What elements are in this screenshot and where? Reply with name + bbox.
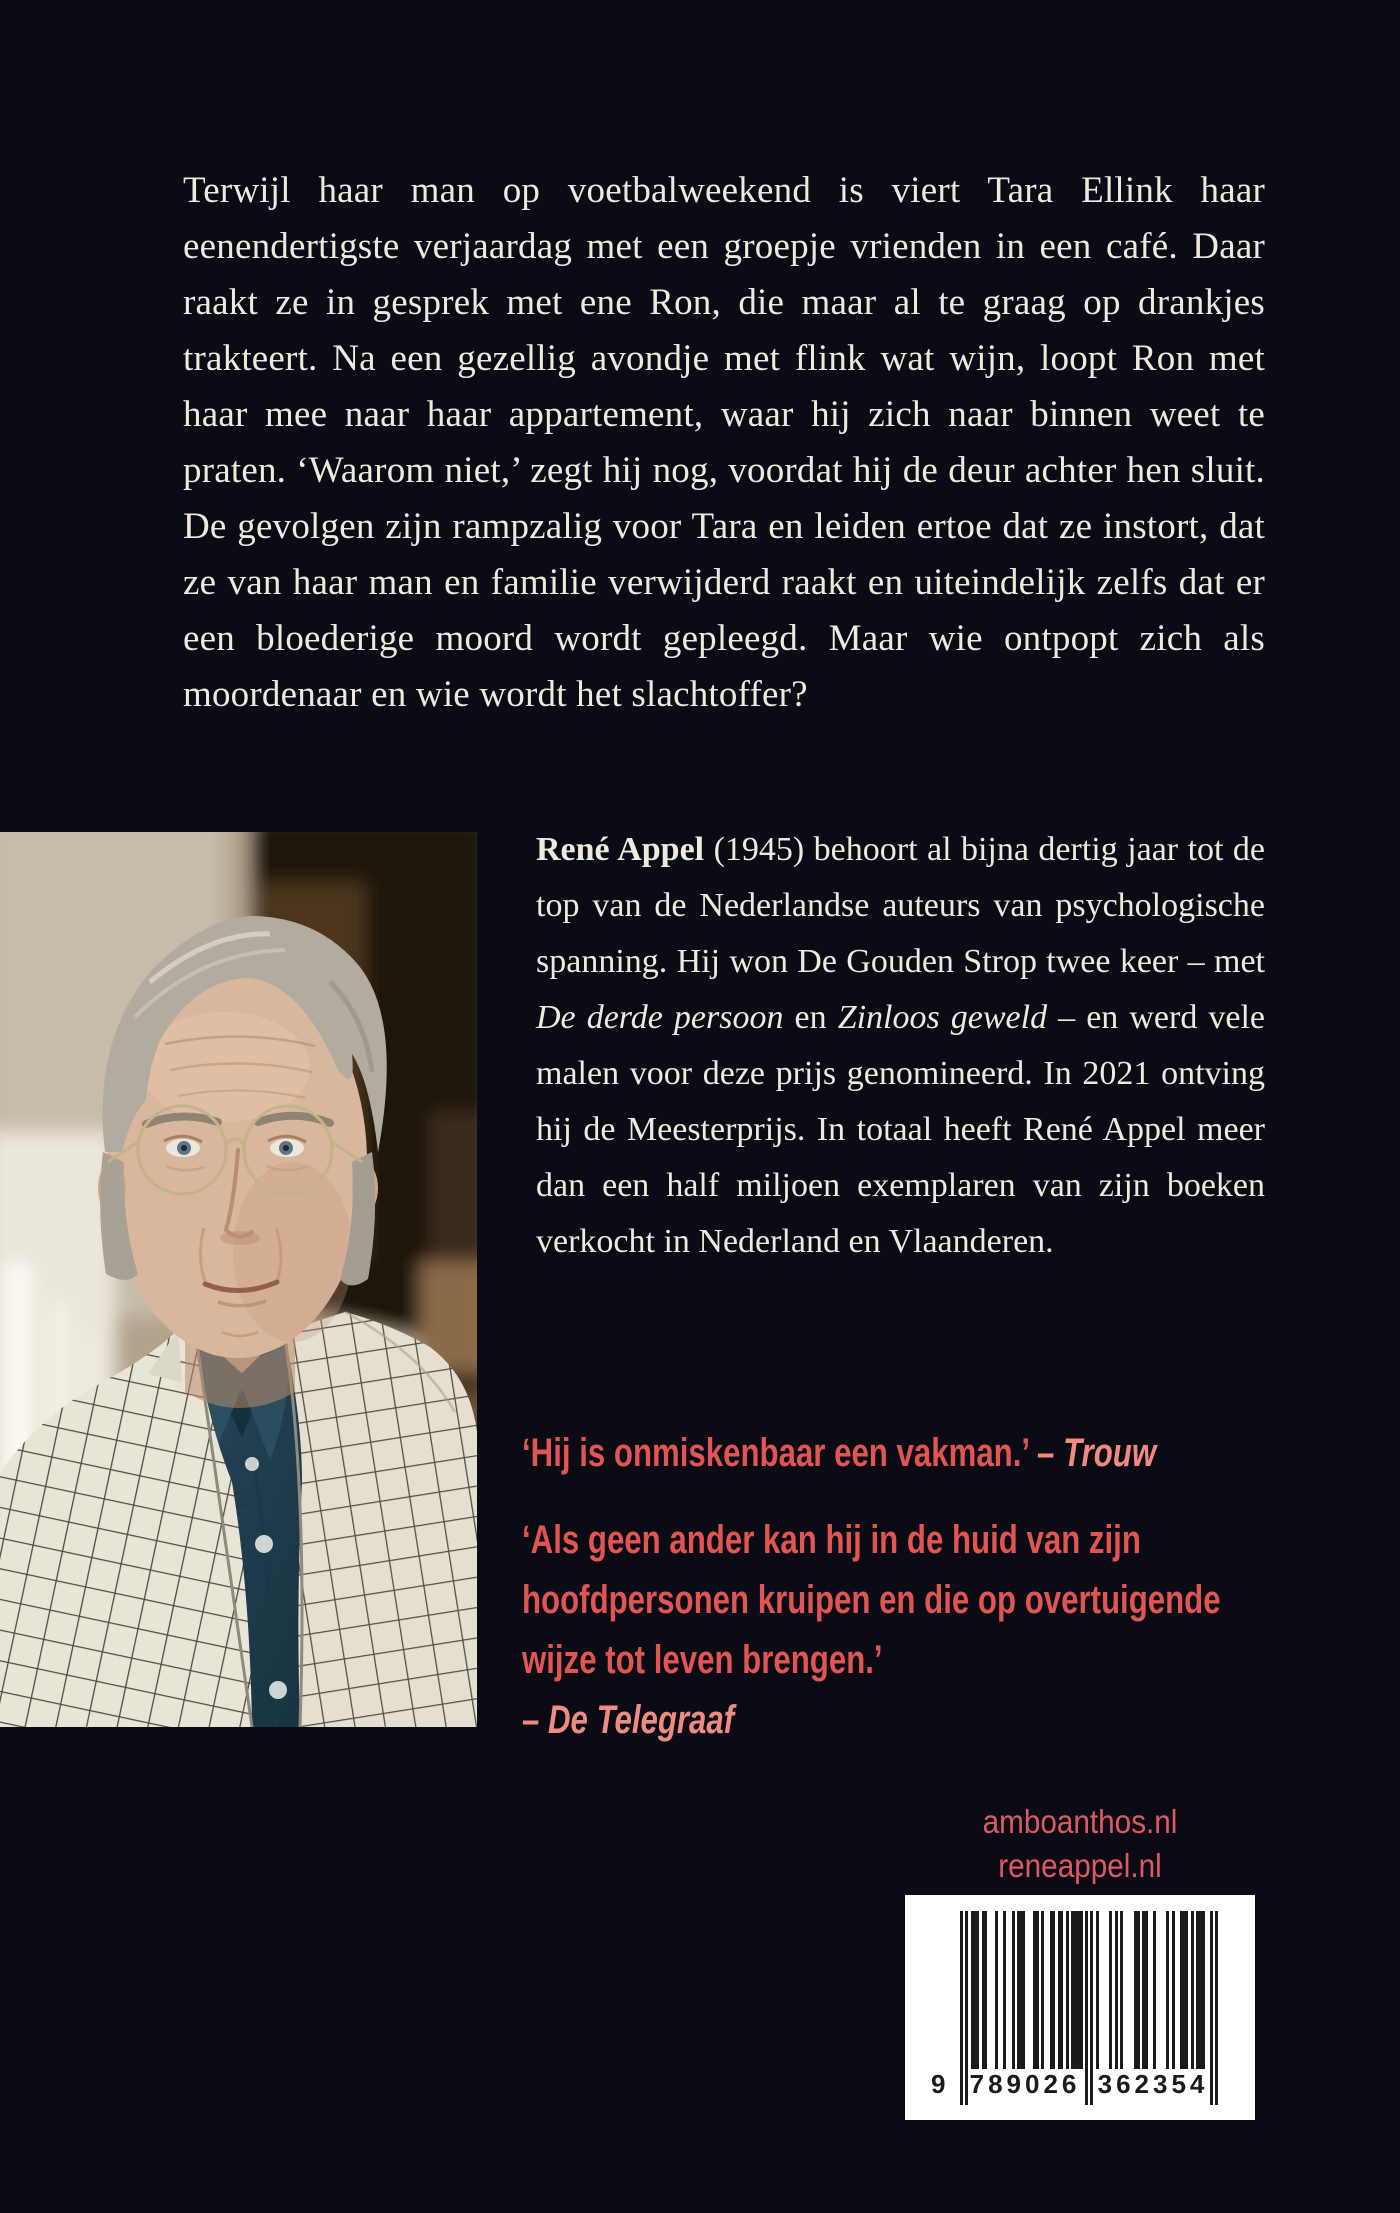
quote-trouw-text: ‘Hij is onmiskenbaar een vakman.’ [522, 1431, 1029, 1475]
quote-trouw-attribution: – Trouw [1037, 1431, 1157, 1475]
quote-telegraaf [522, 1510, 1290, 1750]
quote-telegraaf-attribution: – De Telegraaf [522, 1698, 735, 1742]
author-bio: René Appel (1945) behoort al bijna dertig jaar tot de top van de Nederlandse auteurs van psychologische spanning. Hij won De Gouden Strop twee keer – met De derde persoon en Zinloos geweld – en werd vele malen voor deze prijs genomineerd. In 2021 ontving hij de Meesterprijs. In totaal heeft René Appel meer dan een half miljoen exemplaren van zijn boeken verkocht in Nederland en Vlaanderen. [536, 831, 1266, 1260]
author-photo [0, 832, 477, 1727]
barcode-digits [905, 2069, 1255, 2103]
barcode-right-group: 362354 [1097, 2069, 1209, 2099]
barcode-first-digit: 9 [931, 2069, 946, 2099]
author-photo-illustration [0, 832, 477, 1727]
author-url: reneappel.nl [998, 1847, 1162, 1884]
quote-telegraaf-text: ‘Als geen ander kan hij in de huid van zijn hoofdpersonen kruipen en die op overtuigende wijze tot leven brengen.’ [522, 1518, 1221, 1682]
barcode-left-group: 789026 [969, 2069, 1081, 2099]
publisher-links [923, 1800, 1238, 1888]
isbn-barcode [905, 1895, 1255, 2120]
publisher-url: amboanthos.nl [982, 1803, 1178, 1840]
quote-trouw [522, 1424, 1156, 1482]
back-cover-blurb: Terwijl haar man op voetbalweekend is viert Tara Ellink haar eenendertigste verjaardag met een groepje vrienden in een café. Daar raakt ze in gesprek met ene Ron, die maar al te graag op drankjes trakteert. Na een gezellig avondje met flink wat wijn, loopt Ron met haar mee naar haar appartement, waar hij zich naar binnen weet te praten. ‘Waarom niet,’ zegt hij nog, voordat hij de deur achter hen sluit. De gevolgen zijn rampzalig voor Tara en leiden ertoe dat ze instort, dat ze van haar man en familie verwijderd raakt en uiteindelijk zelfs dat er een bloederige moord wordt gepleegd. Maar wie ontpopt zich als moordenaar en wie wordt het slachtoffer? [183, 170, 1265, 715]
